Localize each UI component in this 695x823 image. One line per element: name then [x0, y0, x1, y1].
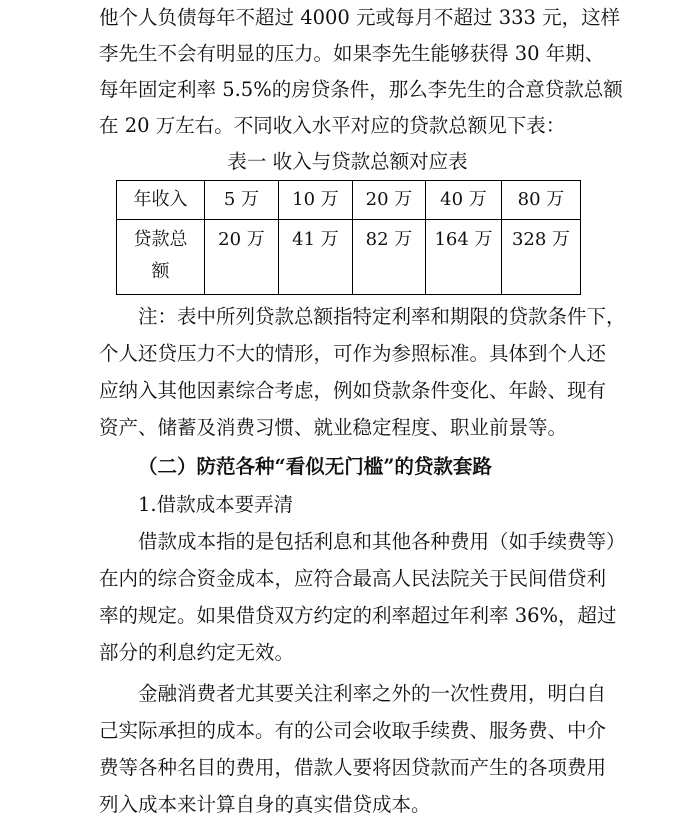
text-line: 费等各种名目的费用，借款人要将因贷款而产生的各项费用: [99, 756, 607, 779]
text-line: 部分的利息约定无效。: [99, 641, 295, 664]
text-line: 在 20 万左右。不同收入水平对应的贷款总额见下表：: [99, 114, 566, 137]
table-cell: 40 万: [426, 181, 502, 220]
text-line: 每年固定利率 5.5%的房贷条件，那么李先生的合意贷款总额: [99, 78, 623, 101]
text-line: 资产、储蓄及消费习惯、就业稳定程度、职业前景等。: [99, 416, 568, 439]
table-cell: 80 万: [502, 181, 581, 220]
income-loan-table: [116, 180, 581, 295]
text-line: 金融消费者尤其要关注利率之外的一次性费用，明白自: [138, 682, 607, 705]
row-header-loan-line2: 额: [151, 261, 170, 282]
text-line: 列入成本来计算自身的真实借贷成本。: [99, 793, 431, 816]
table-cell: 41 万: [279, 220, 353, 295]
text-line: 借款成本指的是包括利息和其他各种费用（如手续费等）: [138, 530, 626, 553]
table-row: [117, 220, 581, 295]
table-cell: 20 万: [353, 181, 426, 220]
table-cell: 20 万: [205, 220, 279, 295]
row-header-loan: [117, 220, 205, 295]
text-line: 李先生不会有明显的压力。如果李先生能够获得 30 年期、: [99, 42, 605, 65]
text-line: 个人还贷压力不大的情形，可作为参照标准。具体到个人还: [99, 342, 607, 365]
text-line: 率的规定。如果借贷双方约定的利率超过年利率 36%，超过: [99, 604, 617, 627]
row-header-loan-line1: 贷款总: [133, 229, 188, 250]
table-row: [117, 181, 581, 220]
row-header-income: 年收入: [117, 181, 205, 220]
text-line: 在内的综合资金成本，应符合最高人民法院关于民间借贷利: [99, 567, 607, 590]
table-cell: 164 万: [426, 220, 502, 295]
text-line: 应纳入其他因素综合考虑，例如贷款条件变化、年龄、现有: [99, 379, 607, 402]
table-cell: 5 万: [205, 181, 279, 220]
section-heading: （二）防范各种“看似无门槛”的贷款套路: [138, 455, 492, 478]
table-caption: 表一 收入与贷款总额对应表: [227, 150, 468, 173]
table-cell: 82 万: [353, 220, 426, 295]
subheading: 1.借款成本要弄清: [138, 493, 294, 516]
table-cell: 328 万: [502, 220, 581, 295]
text-line: 注：表中所列贷款总额指特定利率和期限的贷款条件下，: [138, 305, 626, 328]
table-cell: 10 万: [279, 181, 353, 220]
text-line: 己实际承担的成本。有的公司会收取手续费、服务费、中介: [99, 719, 607, 742]
text-line: 他个人负债每年不超过 4000 元或每月不超过 333 元，这样: [99, 6, 621, 29]
